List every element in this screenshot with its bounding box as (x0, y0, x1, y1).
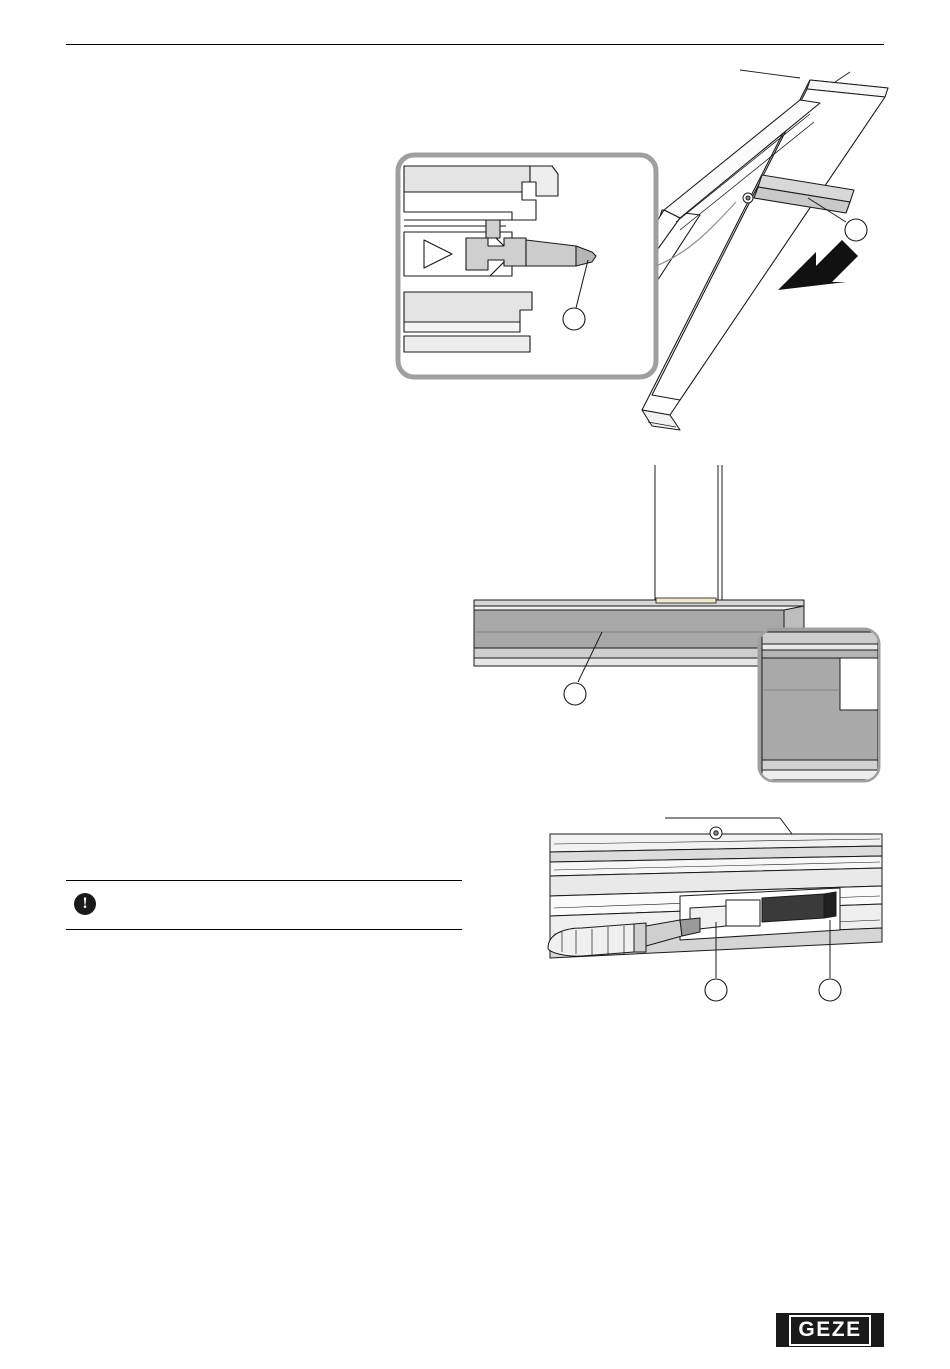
insertion-arrow (778, 240, 858, 290)
figure-rail-profile-detail (460, 460, 890, 790)
figure-screwdriver-adjustment (530, 800, 890, 1015)
rail-bottom-end (642, 410, 680, 430)
screw-head (710, 827, 722, 839)
panel-lines (655, 465, 722, 600)
leader-lines-top (740, 70, 850, 82)
note-body (66, 881, 462, 929)
note-bottom-rule (66, 929, 462, 930)
detail-callout-bubble (398, 155, 656, 377)
geze-logo-text: GEZE (789, 1315, 870, 1346)
figure-rail-end-cap-insertion (380, 70, 900, 440)
detail-callout-bubble-2 (760, 630, 878, 780)
geze-logo (776, 1313, 884, 1347)
header-rule (66, 44, 884, 45)
callout-4 (705, 979, 727, 1001)
rail-body (474, 600, 804, 666)
note-box (66, 880, 462, 930)
fastener-detail (743, 193, 753, 203)
callout-5 (819, 979, 841, 1001)
exclamation-mark-icon: ! (74, 893, 96, 915)
trim-strip (656, 598, 716, 603)
